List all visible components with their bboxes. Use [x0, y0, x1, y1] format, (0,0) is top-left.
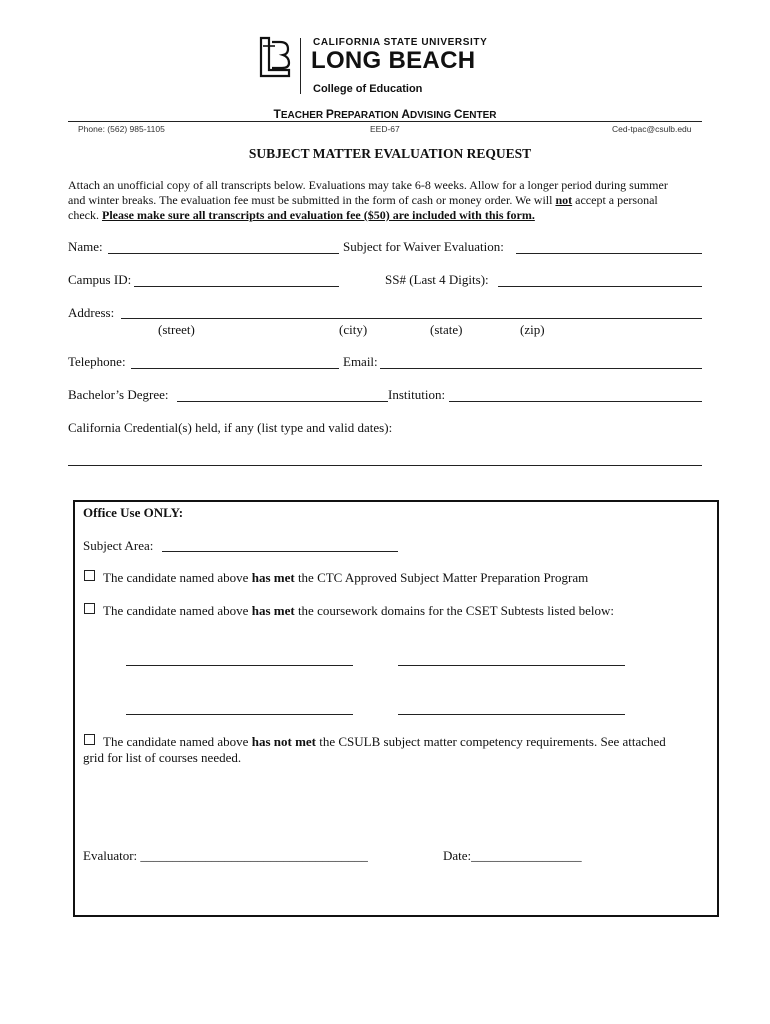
subject-waiver-field[interactable]	[516, 253, 702, 254]
credentials-field[interactable]	[68, 465, 702, 466]
not-met-label-line-2: grid for list of courses needed.	[83, 750, 242, 765]
cset-subtest-field-4[interactable]	[398, 714, 625, 715]
intro-line-1: Attach an unofficial copy of all transcripts below. Evaluations may take 6-8 weeks. Allow for a longer period during summer	[68, 178, 668, 192]
bachelors-field[interactable]	[177, 401, 388, 402]
campus-id-field[interactable]	[134, 286, 339, 287]
cset-subtest-field-2[interactable]	[398, 665, 625, 666]
not-met-checkbox[interactable]	[84, 734, 95, 745]
campus-name: LONG BEACH	[311, 47, 476, 74]
zip-caption: (zip)	[520, 322, 545, 337]
met-cset-checkbox[interactable]	[84, 603, 95, 614]
center-title: TEACHER PREPARATION ADVISING CENTER	[273, 107, 497, 121]
city-caption: (city)	[339, 322, 368, 337]
met-cset-label: The candidate named above has met the coursework domains for the CSET Subtests listed below:	[103, 603, 614, 618]
date-label: Date:_________________	[443, 848, 582, 863]
phone-number: Phone: (562) 985-1105	[78, 124, 165, 134]
cset-subtest-field-1[interactable]	[126, 665, 353, 666]
form-title: SUBJECT MATTER EVALUATION REQUEST	[248, 146, 532, 161]
form-code: EED-67	[370, 124, 400, 134]
address-field[interactable]	[121, 318, 702, 319]
email-field[interactable]	[380, 368, 702, 369]
ssn-label: SS# (Last 4 Digits):	[385, 272, 489, 287]
contact-email: Ced-tpac@csulb.edu	[612, 124, 692, 134]
logo-divider	[300, 38, 301, 94]
name-field[interactable]	[108, 253, 339, 254]
date-field[interactable]: _________________	[471, 848, 582, 863]
telephone-label: Telephone:	[68, 354, 126, 369]
institution-label: Institution:	[388, 387, 446, 402]
lb-monogram-logo	[258, 36, 292, 78]
subject-area-label: Subject Area:	[83, 538, 154, 553]
university-name: CALIFORNIA STATE UNIVERSITY	[313, 37, 488, 48]
college-name: College of Education	[313, 83, 423, 95]
met-ctc-checkbox[interactable]	[84, 570, 95, 581]
bachelors-label: Bachelor’s Degree:	[68, 387, 169, 402]
credentials-label: California Credential(s) held, if any (list type and valid dates):	[68, 420, 393, 435]
ssn-field[interactable]	[498, 286, 702, 287]
address-label: Address:	[68, 305, 115, 320]
evaluator-field[interactable]: ___________________________________	[140, 848, 368, 863]
not-met-label: The candidate named above has not met the CSULB subject matter competency requirements. See attached	[103, 734, 666, 749]
header-rule	[68, 121, 702, 122]
telephone-field[interactable]	[131, 368, 339, 369]
intro-line-3: check. Please make sure all transcripts and evaluation fee ($50) are included with this form.	[68, 208, 535, 222]
subject-area-field[interactable]	[162, 551, 398, 552]
office-use-heading: Office Use ONLY:	[83, 505, 184, 520]
cset-subtest-field-3[interactable]	[126, 714, 353, 715]
campus-id-label: Campus ID:	[68, 272, 132, 287]
evaluator-label: Evaluator: ___________________________________	[83, 848, 368, 863]
email-label: Email:	[343, 354, 378, 369]
institution-field[interactable]	[449, 401, 702, 402]
met-ctc-label: The candidate named above has met the CTC Approved Subject Matter Preparation Program	[103, 570, 589, 585]
street-caption: (street)	[158, 322, 195, 337]
intro-line-2: and winter breaks. The evaluation fee must be submitted in the form of cash or money order. We will not accept a personal	[68, 193, 658, 207]
name-label: Name:	[68, 239, 103, 254]
subject-waiver-label: Subject for Waiver Evaluation:	[343, 239, 504, 254]
state-caption: (state)	[430, 322, 463, 337]
